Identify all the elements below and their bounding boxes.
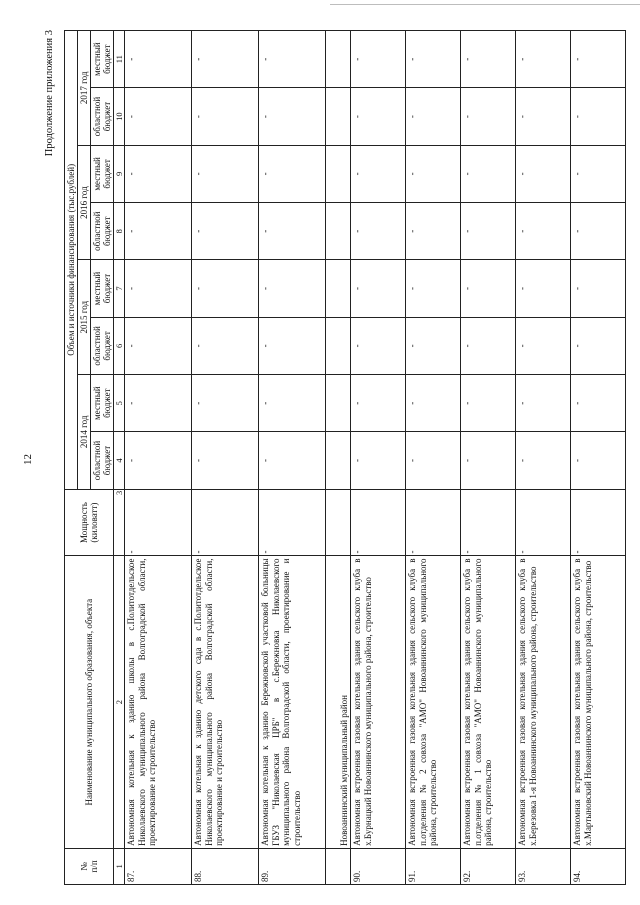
power-cell: - — [406, 489, 461, 556]
row-number: 91. — [406, 848, 461, 884]
value-cell — [326, 432, 351, 489]
object-name: Автономная котельная к зданию школы в с.Политотдельское Николаевского муниципального района Волгоградской области, проектирование и строительство — [125, 556, 192, 848]
value-cell: - — [125, 317, 192, 374]
value-cell: - — [192, 145, 259, 202]
value-cell: - — [461, 375, 516, 432]
value-cell: - — [351, 31, 406, 88]
value-cell: - — [259, 375, 326, 432]
header-year: 2014 год — [78, 375, 91, 490]
value-cell: - — [125, 203, 192, 260]
value-cell: - — [571, 260, 626, 317]
value-cell: - — [125, 260, 192, 317]
column-index: 6 — [114, 317, 125, 374]
district-name: Новоаннинский муниципальный район — [326, 556, 351, 848]
table-row — [571, 31, 626, 885]
value-cell: - — [351, 203, 406, 260]
value-cell: - — [192, 88, 259, 145]
value-cell: - — [351, 145, 406, 202]
table-row — [351, 31, 406, 885]
value-cell: - — [461, 432, 516, 489]
value-cell: - — [259, 203, 326, 260]
funding-table — [64, 30, 626, 885]
power-cell — [326, 489, 351, 556]
row-number: 93. — [516, 848, 571, 884]
value-cell: - — [406, 317, 461, 374]
row-number: 88. — [192, 848, 259, 884]
power-cell: - — [461, 489, 516, 556]
value-cell: - — [125, 31, 192, 88]
table-body — [125, 31, 626, 885]
header-budget-regional: областной бюджет — [91, 88, 114, 145]
column-index: 8 — [114, 203, 125, 260]
value-cell: - — [192, 203, 259, 260]
header-year: 2015 год — [78, 260, 91, 375]
continuation-note: Продолжение приложения 3 — [44, 30, 55, 157]
value-cell: - — [571, 317, 626, 374]
value-cell: - — [461, 88, 516, 145]
value-cell: - — [406, 432, 461, 489]
power-cell: - — [351, 489, 406, 556]
value-cell: - — [516, 260, 571, 317]
row-number: 90. — [351, 848, 406, 884]
object-name: Автономная встроенная газовая котельная здания сельского клуба в п.отделения № 2 совхоза "АМО" Новоаннинского муниципального района, строительство — [406, 556, 461, 848]
value-cell: - — [125, 375, 192, 432]
power-cell: - — [259, 489, 326, 556]
value-cell: - — [259, 145, 326, 202]
object-name: Автономная котельная к зданию детского сада в с.Политотдельское Николаевского муниципального района Волгоградской области, проектирование и строительство — [192, 556, 259, 848]
column-index: 10 — [114, 88, 125, 145]
header-budget-regional: областной бюджет — [91, 432, 114, 489]
column-index: 9 — [114, 145, 125, 202]
value-cell: - — [461, 203, 516, 260]
value-cell — [326, 260, 351, 317]
value-cell: - — [351, 260, 406, 317]
header-budget-local: местный бюджет — [91, 31, 114, 88]
value-cell: - — [192, 317, 259, 374]
column-index: 5 — [114, 375, 125, 432]
value-cell: - — [406, 260, 461, 317]
header-budget-regional: областной бюджет — [91, 203, 114, 260]
value-cell: - — [351, 317, 406, 374]
page-number: 12 — [22, 454, 34, 465]
value-cell: - — [461, 317, 516, 374]
column-index: 4 — [114, 432, 125, 489]
value-cell — [326, 203, 351, 260]
value-cell: - — [192, 31, 259, 88]
value-cell: - — [516, 88, 571, 145]
value-cell: - — [461, 145, 516, 202]
row-number: 87. — [125, 848, 192, 884]
header-budget-local: местный бюджет — [91, 375, 114, 432]
header-name: Наименование муниципального образования, объекта — [65, 556, 114, 848]
value-cell: - — [406, 145, 461, 202]
table-row — [192, 31, 259, 885]
value-cell: - — [259, 317, 326, 374]
header-budget-regional: областной бюджет — [91, 317, 114, 374]
row-number: 89. — [259, 848, 326, 884]
value-cell: - — [259, 31, 326, 88]
value-cell: - — [125, 432, 192, 489]
object-name: Автономная встроенная газовая котельная здания сельского клуба в х.Березовка 1-я Новоаннинского муниципального района, строительство — [516, 556, 571, 848]
value-cell: - — [406, 375, 461, 432]
value-cell: - — [571, 203, 626, 260]
value-cell: - — [461, 260, 516, 317]
value-cell: - — [516, 375, 571, 432]
power-cell: - — [125, 489, 192, 556]
value-cell: - — [516, 203, 571, 260]
table-row — [461, 31, 516, 885]
row-number: 94. — [571, 848, 626, 884]
header-year: 2017 год — [78, 31, 91, 146]
value-cell: - — [516, 31, 571, 88]
column-index: 7 — [114, 260, 125, 317]
power-cell: - — [192, 489, 259, 556]
value-cell: - — [192, 432, 259, 489]
value-cell: - — [406, 31, 461, 88]
column-index: 3 — [114, 489, 125, 556]
value-cell: - — [351, 375, 406, 432]
header-power: Мощность (киловатт) — [65, 489, 114, 556]
header-funding: Объем и источники финансирования (тыс.рублей) — [65, 31, 78, 490]
value-cell: - — [351, 88, 406, 145]
header-num: № п/п — [65, 848, 114, 884]
object-name: Автономная котельная к зданию Бережновской участковой больницы ГБУЗ "Николаевская ЦРБ" в с.Бережновка Николаевского муниципального района Волгоградской области, проектирование и строительство — [259, 556, 326, 848]
power-cell: - — [571, 489, 626, 556]
header-row-1 — [65, 31, 78, 885]
value-cell: - — [192, 375, 259, 432]
column-index: 1 — [114, 848, 125, 884]
table-row — [125, 31, 192, 885]
value-cell — [326, 317, 351, 374]
value-cell — [326, 31, 351, 88]
table-row — [516, 31, 571, 885]
object-name: Автономная встроенная газовая котельная здания сельского клуба в х.Мартыновский Новоаннинского муниципального района, строительство — [571, 556, 626, 848]
table-row — [406, 31, 461, 885]
column-index: 2 — [114, 556, 125, 848]
value-cell: - — [192, 260, 259, 317]
value-cell: - — [571, 145, 626, 202]
value-cell: - — [125, 88, 192, 145]
value-cell: - — [259, 88, 326, 145]
value-cell: - — [461, 31, 516, 88]
row-number — [326, 848, 351, 884]
column-index: 11 — [114, 31, 125, 88]
value-cell: - — [516, 432, 571, 489]
value-cell: - — [571, 88, 626, 145]
value-cell: - — [571, 432, 626, 489]
value-cell: - — [516, 317, 571, 374]
district-row — [326, 31, 351, 885]
value-cell: - — [259, 260, 326, 317]
power-cell: - — [516, 489, 571, 556]
header-budget-local: местный бюджет — [91, 260, 114, 317]
value-cell — [326, 145, 351, 202]
row-number: 92. — [461, 848, 516, 884]
object-name: Автономная встроенная газовая котельная здания сельского клуба в х.Бурнацкий Новоаннинского муниципального района, строительство — [351, 556, 406, 848]
column-index-row — [114, 31, 125, 885]
value-cell: - — [516, 145, 571, 202]
value-cell: - — [125, 145, 192, 202]
value-cell: - — [571, 375, 626, 432]
header-year: 2016 год — [78, 145, 91, 260]
table-row — [259, 31, 326, 885]
value-cell: - — [259, 432, 326, 489]
header-budget-local: местный бюджет — [91, 145, 114, 202]
value-cell — [326, 375, 351, 432]
value-cell: - — [406, 203, 461, 260]
value-cell: - — [406, 88, 461, 145]
value-cell — [326, 88, 351, 145]
object-name: Автономная встроенная газовая котельная здания сельского клуба в п.отделения № 1 совхоза "АМО" Новоаннинского муниципального района, строительство — [461, 556, 516, 848]
value-cell: - — [571, 31, 626, 88]
value-cell: - — [351, 432, 406, 489]
